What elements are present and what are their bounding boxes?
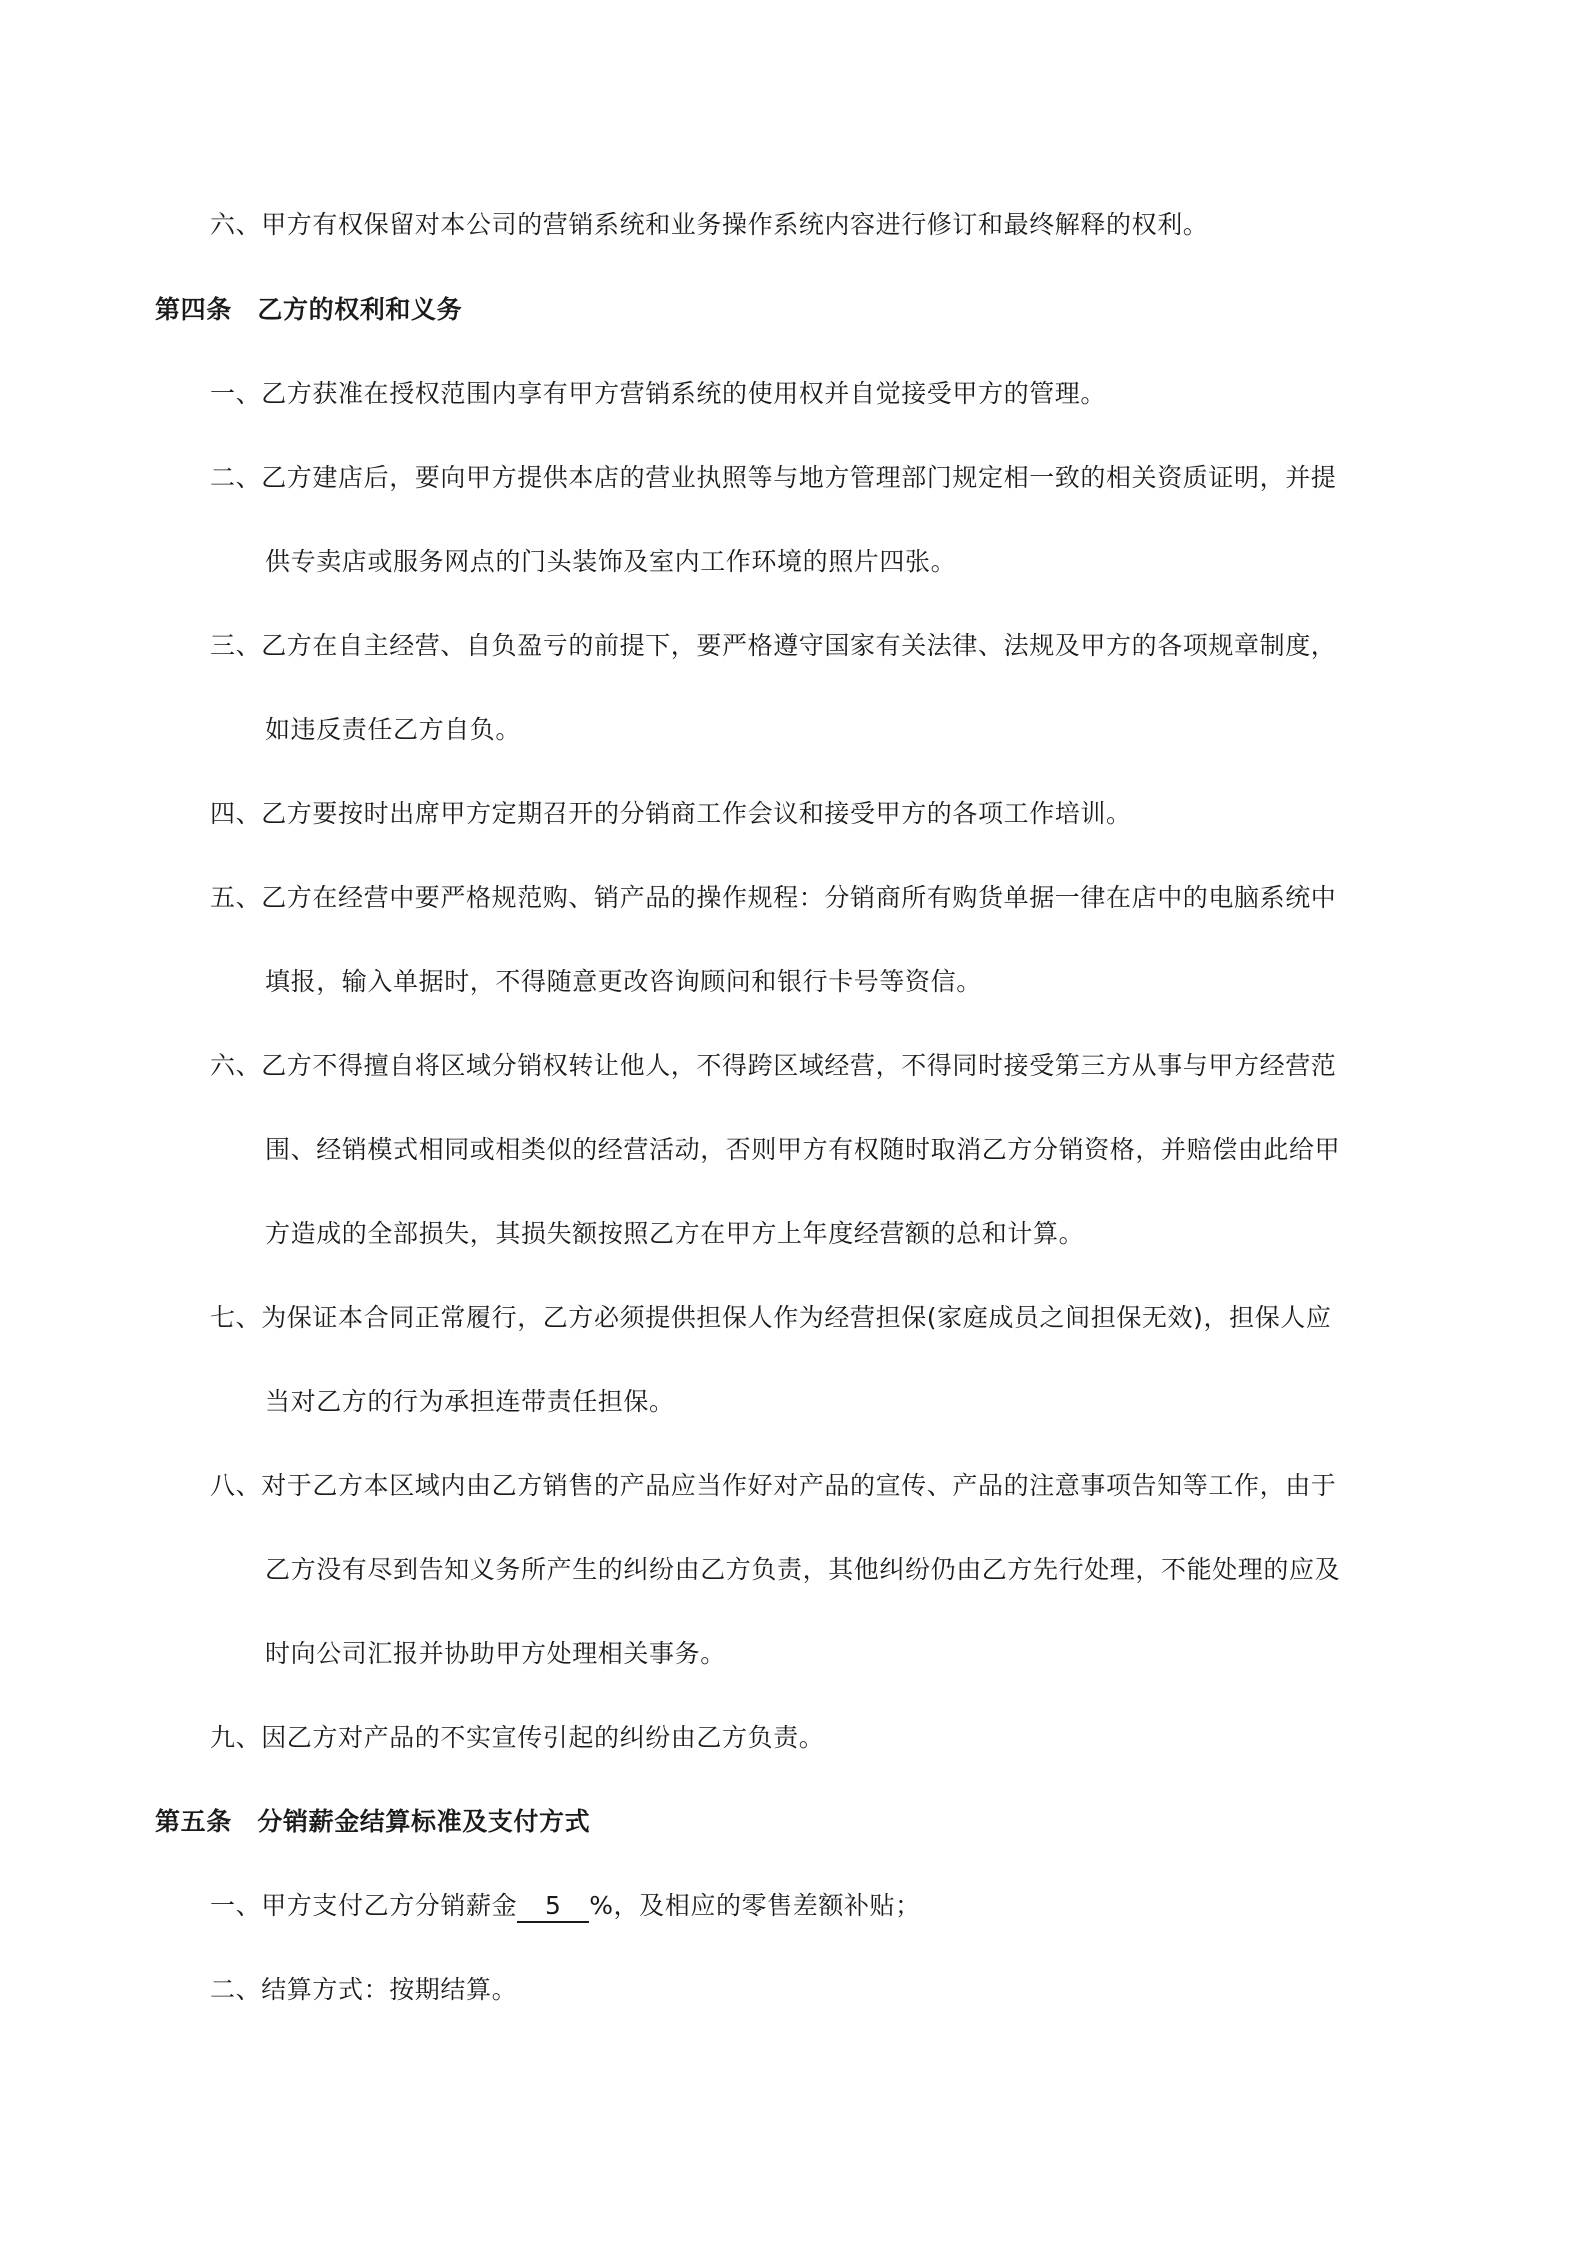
article-4-item-3: 三、乙方在自主经营、自负盈亏的前提下，要严格遵守国家有关法律、法规及甲方的各项规章制度，	[210, 631, 1337, 660]
salary-prefix: 一、甲方支付乙方分销薪金	[210, 1891, 518, 1920]
article-4-heading: 第四条 乙方的权利和义务	[155, 295, 463, 324]
salary-suffix: %，及相应的零售差额补贴；	[589, 1891, 921, 1920]
article-4-item-5-cont: 填报，输入单据时，不得随意更改咨询顾问和银行卡号等资信。	[265, 967, 982, 996]
article-4-item-8-cont-1: 乙方没有尽到告知义务所产生的纠纷由乙方负责，其他纠纷仍由乙方先行处理，不能处理的应及	[265, 1555, 1341, 1584]
article-4-item-9: 九、因乙方对产品的不实宣传引起的纠纷由乙方负责。	[210, 1723, 825, 1752]
article-4-item-6: 六、乙方不得擅自将区域分销权转让他人，不得跨区域经营，不得同时接受第三方从事与甲方经营范	[210, 1051, 1337, 1080]
article-5-item-1	[210, 1889, 921, 1923]
article-5-item-2: 二、结算方式：按期结算。	[210, 1975, 518, 2004]
article-4-item-2-cont: 供专卖店或服务网点的门头装饰及室内工作环境的照片四张。	[265, 547, 957, 576]
salary-rate-blank: 5	[517, 1891, 589, 1923]
article-4-item-3-cont: 如违反责任乙方自负。	[265, 715, 522, 744]
article-4-item-6-cont-2: 方造成的全部损失，其损失额按照乙方在甲方上年度经营额的总和计算。	[265, 1219, 1085, 1248]
article-4-item-2: 二、乙方建店后，要向甲方提供本店的营业执照等与地方管理部门规定相一致的相关资质证明，并提	[210, 463, 1337, 492]
article-4-item-4: 四、乙方要按时出席甲方定期召开的分销商工作会议和接受甲方的各项工作培训。	[210, 799, 1132, 828]
clause-3-item-6: 六、甲方有权保留对本公司的营销系统和业务操作系统内容进行修订和最终解释的权利。	[210, 210, 1209, 239]
article-4-item-8: 八、对于乙方本区域内由乙方销售的产品应当作好对产品的宣传、产品的注意事项告知等工作，由于	[210, 1471, 1337, 1500]
article-4-item-7-cont: 当对乙方的行为承担连带责任担保。	[265, 1387, 675, 1416]
article-5-heading: 第五条 分销薪金结算标准及支付方式	[155, 1807, 591, 1836]
article-4-item-7: 七、为保证本合同正常履行，乙方必须提供担保人作为经营担保(家庭成员之间担保无效)，担保人应	[210, 1303, 1332, 1332]
article-4-item-5: 五、乙方在经营中要严格规范购、销产品的操作规程：分销商所有购货单据一律在店中的电脑系统中	[210, 883, 1337, 912]
article-4-item-6-cont-1: 围、经销模式相同或相类似的经营活动，否则甲方有权随时取消乙方分销资格，并赔偿由此给甲	[265, 1135, 1341, 1164]
article-4-item-8-cont-2: 时向公司汇报并协助甲方处理相关事务。	[265, 1639, 726, 1668]
article-4-item-1: 一、乙方获准在授权范围内享有甲方营销系统的使用权并自觉接受甲方的管理。	[210, 379, 1107, 408]
